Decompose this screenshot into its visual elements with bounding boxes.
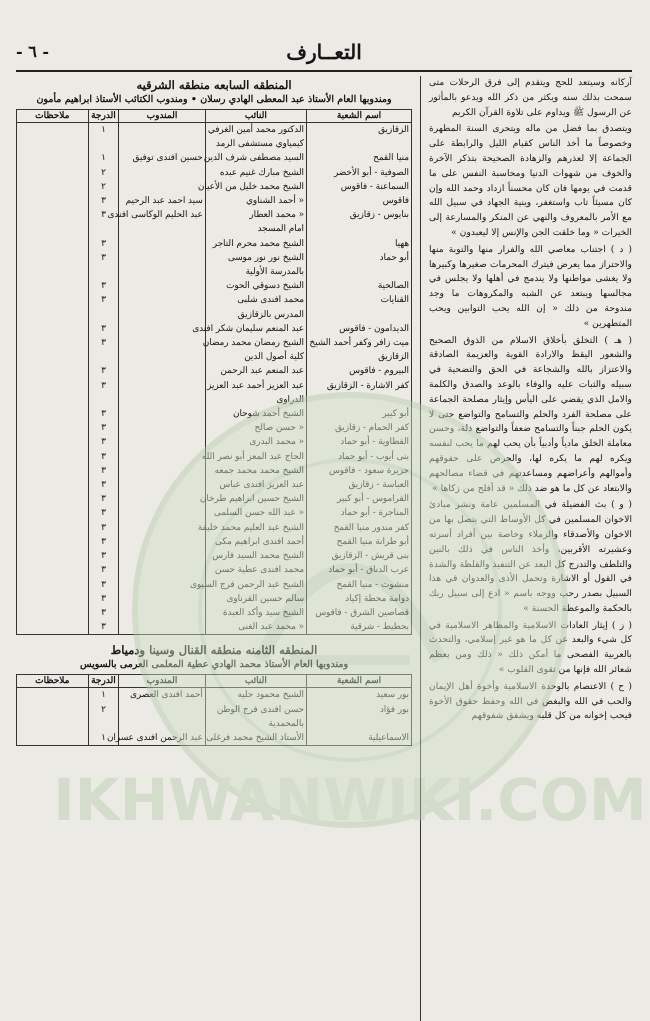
cell-branch: بنى أيوب - أبو حماد bbox=[307, 450, 412, 464]
cell-grade: ٣ bbox=[88, 535, 119, 549]
table-row bbox=[17, 620, 412, 635]
cell-branch: بور سعيد bbox=[307, 688, 412, 703]
table-row bbox=[17, 237, 412, 251]
cell-notes bbox=[17, 606, 89, 620]
col-header-branch: اسم الشعبة bbox=[307, 110, 412, 123]
cell-grade: ٢ bbox=[88, 703, 119, 717]
col-header-delegate: المندوب bbox=[119, 675, 205, 688]
cell-branch bbox=[307, 265, 412, 279]
cell-grade bbox=[88, 393, 119, 407]
col-header-branch: اسم الشعبة bbox=[307, 675, 412, 688]
cell-branch: جزيرة سعود - فاقوس bbox=[307, 464, 412, 478]
cell-delegate bbox=[119, 237, 205, 251]
cell-delegate bbox=[119, 265, 205, 279]
cell-notes bbox=[17, 393, 89, 407]
table-row bbox=[17, 435, 412, 449]
cell-deputy: كلية أصول الدين bbox=[205, 350, 306, 364]
cell-notes bbox=[17, 492, 89, 506]
table-row bbox=[17, 350, 412, 364]
table-row bbox=[17, 222, 412, 236]
cell-notes bbox=[17, 293, 89, 307]
table-row bbox=[17, 308, 412, 322]
cell-grade: ٣ bbox=[88, 578, 119, 592]
paragraph: آركانه وسيتعد للحج ويتقدم إلى فرق الرحلات متى سمحت بذلك سنه ويكثر من ذكر الله ويدعو بالمأثور عن الرسول ﷺ ويداوم على تلاوة القرآن الكريم bbox=[429, 77, 632, 118]
table-row bbox=[17, 563, 412, 577]
article-text-column bbox=[420, 76, 632, 1021]
cell-deputy: « أحمد الشناوي bbox=[205, 194, 306, 208]
cell-deputy: عبد المنعم سليمان شكر افندى bbox=[205, 322, 306, 336]
cell-delegate bbox=[119, 492, 205, 506]
table-row bbox=[17, 535, 412, 549]
cell-branch: الزقازيق bbox=[307, 123, 412, 138]
cell-notes bbox=[17, 251, 89, 265]
table-row bbox=[17, 688, 412, 703]
zone7-table bbox=[16, 109, 412, 635]
table-row bbox=[17, 166, 412, 180]
cell-branch: بنى قريش - الزقازيق bbox=[307, 549, 412, 563]
table-row bbox=[17, 180, 412, 194]
cell-delegate bbox=[119, 535, 205, 549]
cell-notes bbox=[17, 464, 89, 478]
cell-branch: أبو كبير bbox=[307, 407, 412, 421]
cell-grade: ٣ bbox=[88, 194, 119, 208]
zone8-title: المنطقه الثامنه منطقه القنال وسينا ودمياط bbox=[110, 643, 318, 658]
cell-notes bbox=[17, 578, 89, 592]
table-row bbox=[17, 506, 412, 520]
page-header bbox=[16, 40, 632, 72]
cell-branch: منشوت - منيا القمح bbox=[307, 578, 412, 592]
cell-delegate: عبد الرحمن افندى عسران bbox=[119, 731, 205, 746]
table-row bbox=[17, 293, 412, 307]
cell-delegate bbox=[119, 464, 205, 478]
cell-delegate bbox=[119, 123, 205, 138]
table-row bbox=[17, 322, 412, 336]
cell-notes bbox=[17, 435, 89, 449]
col-header-grade: الدرجة bbox=[88, 110, 119, 123]
cell-deputy: امام المسجد bbox=[205, 222, 306, 236]
cell-branch: الصالحية bbox=[307, 279, 412, 293]
table-row bbox=[17, 194, 412, 208]
table-row bbox=[17, 492, 412, 506]
cell-deputy: المدرس بالزقازيق bbox=[205, 308, 306, 322]
cell-grade: ٣ bbox=[88, 478, 119, 492]
paragraph: ( هـ ) التخلق بأخلاق الاسلام من الذوق الصحيح والشعور اليقظ والارادة القوية والعزيمة الصادقة والاعتزاز بالله والشجاعة في الحق والتضحية في سبيله والثبات عليه والوفاء بالوعد والصدق والكلمة والامل الذي يقضي على اليأس وإيثار مصلحة الجماعة على مصلحة الفرد والحلم والتسامح والتواضع حتى لا يكون الحلم جبناً والتسامح ضعفاً والتواضع ذلة، وحسن معاملة الخلق مادياً وأدبياً بأن يحب لهم ما يحب لنفسه ويكره لهم ما يكره لها، والحرص على حقوقهم وأموالهم وأعراضهم ومساعدتهم في قضاء مصالحهم والابتعاد عن كل ما هو ضد ذلك « قد أفلح من زكاها » bbox=[429, 334, 632, 494]
cell-branch: ههيا bbox=[307, 237, 412, 251]
cell-grade: ٣ bbox=[88, 407, 119, 421]
cell-deputy: الشيخ رمضان محمد رمضان bbox=[205, 336, 306, 350]
cell-deputy: الشيخ محمد محرم التاجر bbox=[205, 237, 306, 251]
cell-notes bbox=[17, 717, 89, 731]
cell-notes bbox=[17, 421, 89, 435]
table-row bbox=[17, 464, 412, 478]
cell-grade: ٣ bbox=[88, 322, 119, 336]
cell-deputy: الشيخ محمد محمد جمعه bbox=[205, 464, 306, 478]
cell-branch: الزقازيق bbox=[307, 350, 412, 364]
cell-branch: فاقوس bbox=[307, 194, 412, 208]
table-row bbox=[17, 521, 412, 535]
cell-notes bbox=[17, 379, 89, 393]
cell-notes bbox=[17, 166, 89, 180]
cell-notes bbox=[17, 592, 89, 606]
cell-deputy: الشيخ سيد وأكد العبدة bbox=[205, 606, 306, 620]
cell-grade bbox=[88, 265, 119, 279]
cell-grade: ٣ bbox=[88, 421, 119, 435]
cell-deputy: الشيخ مبارك غنيم عبده bbox=[205, 166, 306, 180]
cell-delegate bbox=[119, 435, 205, 449]
cell-grade: ٢ bbox=[88, 180, 119, 194]
cell-deputy: حسن افندى فرج الوطن bbox=[205, 703, 306, 717]
cell-grade: ٣ bbox=[88, 450, 119, 464]
page-columns bbox=[16, 76, 632, 1021]
cell-delegate bbox=[119, 350, 205, 364]
cell-deputy: الشيخ محمد السيد فارس bbox=[205, 549, 306, 563]
svg-text:IKHWANWIKI.COM: IKHWANWIKI.COM bbox=[53, 766, 647, 834]
cell-deputy: الشيخ عبد العليم محمد خليفة bbox=[205, 521, 306, 535]
cell-delegate bbox=[119, 166, 205, 180]
paragraph: ( ز ) إيثار العادات الاسلامية والمظاهر الاسلامية في كل شيء والبعد عن كل ما هو غير إسلامي، والتحدث بالعربية الفصحى ما أمكن ذلك « ذلك ومن يعظم شعائر الله فإنها من تقوى القلوب » bbox=[429, 619, 632, 676]
cell-branch: بحطيط - شرقية bbox=[307, 620, 412, 635]
cell-delegate bbox=[119, 606, 205, 620]
cell-delegate bbox=[119, 279, 205, 293]
cell-deputy: الشيخ نور نور موسى bbox=[205, 251, 306, 265]
cell-notes bbox=[17, 322, 89, 336]
cell-branch: الصوفية - أبو الأخضر bbox=[307, 166, 412, 180]
cell-branch bbox=[307, 137, 412, 151]
cell-branch: دوامة محطة إكياد bbox=[307, 592, 412, 606]
cell-notes bbox=[17, 688, 89, 703]
zone8-table-body bbox=[17, 688, 412, 746]
cell-delegate: سيد احمد عبد الرحيم bbox=[119, 194, 205, 208]
cell-branch: منيا القمح bbox=[307, 151, 412, 165]
cell-grade: ١ bbox=[88, 151, 119, 165]
cell-delegate: عبد الحليم الوكاسى افندى bbox=[119, 208, 205, 222]
cell-notes bbox=[17, 265, 89, 279]
cell-deputy: « حسن صالح bbox=[205, 421, 306, 435]
zone8-subtitle: ومندوبها العام الأستاذ محمد الهادي عطية المعلمى العرمى بالسويس bbox=[79, 659, 349, 671]
page-number: - ٦ - bbox=[16, 42, 50, 61]
cell-grade: ٣ bbox=[88, 549, 119, 563]
cell-grade: ١ bbox=[88, 688, 119, 703]
cell-notes bbox=[17, 535, 89, 549]
table-row bbox=[17, 731, 412, 746]
cell-delegate bbox=[119, 336, 205, 350]
cell-delegate bbox=[119, 364, 205, 378]
cell-notes bbox=[17, 279, 89, 293]
cell-deputy: بالمدرسة الأولية bbox=[205, 265, 306, 279]
cell-grade: ٢ bbox=[88, 166, 119, 180]
cell-grade: ٣ bbox=[88, 293, 119, 307]
cell-grade bbox=[88, 717, 119, 731]
cell-delegate bbox=[119, 703, 205, 717]
cell-grade: ٣ bbox=[88, 620, 119, 635]
cell-grade: ٣ bbox=[88, 336, 119, 350]
table-row bbox=[17, 717, 412, 731]
cell-notes bbox=[17, 563, 89, 577]
cell-deputy: كيمياوي مستشفى الرمد bbox=[205, 137, 306, 151]
cell-grade: ٣ bbox=[88, 563, 119, 577]
cell-delegate bbox=[119, 251, 205, 265]
col-header-notes: ملاحظات bbox=[17, 110, 89, 123]
table-row bbox=[17, 336, 412, 350]
table-row bbox=[17, 549, 412, 563]
cell-branch: البيروم - فاقوس bbox=[307, 364, 412, 378]
cell-grade: ٣ bbox=[88, 364, 119, 378]
cell-notes bbox=[17, 151, 89, 165]
table-row bbox=[17, 703, 412, 717]
cell-branch: بنايوس - زقازيق bbox=[307, 208, 412, 222]
cell-deputy: الدراوى bbox=[205, 393, 306, 407]
cell-delegate bbox=[119, 521, 205, 535]
cell-grade: ٣ bbox=[88, 435, 119, 449]
paragraph: ( د ) اجتناب معاصي الله والفرار منها والتوبة منها والاحتراز مما يعرض فيترك المحرمات صغيرها وكبيرها ولا يغشى مواطنها ولا يندمج في أهلها ولا يجلس في مجالسها ويبتعد عن الشبه والمكروهات ما وجد مندوحة من ذلك « إن الله يحب التوابين ويحب المتطهرين » bbox=[429, 243, 632, 329]
cell-grade: ٣ bbox=[88, 379, 119, 393]
cell-deputy: الحاج عبد المعز أبو نصر الله bbox=[205, 450, 306, 464]
cell-deputy: محمد افندى عطية حسن bbox=[205, 563, 306, 577]
cell-grade bbox=[88, 350, 119, 364]
table-row bbox=[17, 578, 412, 592]
cell-grade: ٣ bbox=[88, 592, 119, 606]
paragraph: ( ح ) الاعتصام بالوحدة الاسلامية وأخوة أهل الإيمان والحب في الله والبغض في الله وحفظ حقوق الأخوة فيحب إخوانه من كل قلبه ويشفق شفوقهم bbox=[429, 680, 632, 722]
cell-grade bbox=[88, 308, 119, 322]
cell-grade: ٣ bbox=[88, 251, 119, 265]
cell-branch: الاسماعيلية bbox=[307, 731, 412, 746]
cell-delegate bbox=[119, 563, 205, 577]
cell-delegate bbox=[119, 293, 205, 307]
table-row bbox=[17, 137, 412, 151]
cell-grade: ٣ bbox=[88, 237, 119, 251]
cell-grade bbox=[88, 137, 119, 151]
cell-delegate bbox=[119, 478, 205, 492]
cell-notes bbox=[17, 180, 89, 194]
cell-delegate bbox=[119, 620, 205, 635]
cell-branch: عرب الدناق - أبو حماد bbox=[307, 563, 412, 577]
cell-delegate bbox=[119, 379, 205, 393]
cell-delegate bbox=[119, 393, 205, 407]
cell-deputy: عبد المنعم عبد الرحمن bbox=[205, 364, 306, 378]
cell-deputy: الدكتور محمد أمين الغرفي bbox=[205, 123, 306, 138]
cell-branch: السماعنة - فاقوس bbox=[307, 180, 412, 194]
cell-grade: ٣ bbox=[88, 506, 119, 520]
cell-grade: ٣ bbox=[88, 208, 119, 222]
cell-deputy: محمد افندى شلبى bbox=[205, 293, 306, 307]
cell-deputy: عبد العزيز أحمد عبد العزيز bbox=[205, 379, 306, 393]
table-row bbox=[17, 123, 412, 138]
cell-grade: ١ bbox=[88, 731, 119, 746]
table-row bbox=[17, 265, 412, 279]
zone7-table-body bbox=[17, 123, 412, 635]
cell-branch bbox=[307, 222, 412, 236]
cell-deputy: الشيخ أحمد شوحان bbox=[205, 407, 306, 421]
cell-deputy: الشيخ دسوقي الحوت bbox=[205, 279, 306, 293]
cell-notes bbox=[17, 549, 89, 563]
table-row bbox=[17, 407, 412, 421]
cell-delegate bbox=[119, 180, 205, 194]
table-row bbox=[17, 592, 412, 606]
cell-grade: ٣ bbox=[88, 279, 119, 293]
cell-grade: ٣ bbox=[88, 492, 119, 506]
zone7-subtitle: ومندوبها العام الأستاذ عبد المعطى الهادي رسلان • ومندوب الكتائب الأستاذ ابراهيم مأمون bbox=[36, 94, 392, 105]
cell-branch: بور فؤاد bbox=[307, 703, 412, 717]
cell-delegate bbox=[119, 421, 205, 435]
cell-deputy: عبد العزيز افندى عباس bbox=[205, 478, 306, 492]
cell-delegate bbox=[119, 308, 205, 322]
cell-delegate bbox=[119, 450, 205, 464]
cell-notes bbox=[17, 208, 89, 222]
cell-branch: القنايات bbox=[307, 293, 412, 307]
cell-grade bbox=[88, 222, 119, 236]
cell-deputy: الشيخ عبد الرحمن فرج السيوى bbox=[205, 578, 306, 592]
cell-delegate: أحمد افندى العصرى bbox=[119, 688, 205, 703]
cell-notes bbox=[17, 478, 89, 492]
cell-notes bbox=[17, 407, 89, 421]
cell-notes bbox=[17, 237, 89, 251]
cell-notes bbox=[17, 350, 89, 364]
cell-notes bbox=[17, 137, 89, 151]
paragraph: ويتصدق بما فضل من ماله ويتحرى السنة المطهرة وخصوصاً ما أخذ الناس كقيام الليل والرابطة على الجماعة إلا لعذرهم والزهادة الصحيحة بتذكر الآخرة والخوف من شهوات الدنيا ومحاسبة النفس على ما قدمت في يومها فان كان محسناً ازداد وحمد الله وإن كان مسيئاً تاب واستغفر، وينية الجهاد في سبيل الله مع الأمر بالمعروف والنهي عن المنكر والمسارعة إلى الخيرات « وما خلقت الجن والإنس إلا ليعبدون » bbox=[429, 123, 632, 238]
table-row bbox=[17, 450, 412, 464]
col-header-delegate: المندوب bbox=[119, 110, 205, 123]
table-row bbox=[17, 279, 412, 293]
cell-delegate bbox=[119, 407, 205, 421]
cell-notes bbox=[17, 731, 89, 746]
table-row bbox=[17, 421, 412, 435]
cell-grade: ١ bbox=[88, 123, 119, 138]
table-row bbox=[17, 379, 412, 393]
cell-notes bbox=[17, 364, 89, 378]
cell-notes bbox=[17, 308, 89, 322]
cell-branch: المناجرة - أبو حماد bbox=[307, 506, 412, 520]
branches-tables bbox=[16, 76, 420, 1021]
cell-branch bbox=[307, 717, 412, 731]
magazine-title: التعــارف bbox=[286, 40, 362, 64]
cell-deputy: السيد مصطفى شرف الدين bbox=[205, 151, 306, 165]
table-row bbox=[17, 393, 412, 407]
cell-notes bbox=[17, 506, 89, 520]
table-row bbox=[17, 364, 412, 378]
cell-branch: كفر مندور منيا القمح bbox=[307, 521, 412, 535]
cell-branch: العباسة - زقازيق bbox=[307, 478, 412, 492]
cell-branch: أبو حماد bbox=[307, 251, 412, 265]
cell-delegate bbox=[119, 137, 205, 151]
cell-notes bbox=[17, 123, 89, 138]
cell-delegate bbox=[119, 549, 205, 563]
cell-notes bbox=[17, 703, 89, 717]
cell-notes bbox=[17, 336, 89, 350]
cell-deputy: « محمد البدرى bbox=[205, 435, 306, 449]
cell-deputy: سالم حسين القرناوى bbox=[205, 592, 306, 606]
col-header-notes: ملاحظات bbox=[17, 675, 89, 688]
cell-grade: ٣ bbox=[88, 606, 119, 620]
cell-branch: قصاصين الشرق - فاقوس bbox=[307, 606, 412, 620]
cell-notes bbox=[17, 620, 89, 635]
cell-deputy: الشيخ محمود حليه bbox=[205, 688, 306, 703]
cell-branch: كفر الحمام - زقازيق bbox=[307, 421, 412, 435]
cell-deputy: الشيخ حسين ابراهيم طرخان bbox=[205, 492, 306, 506]
cell-deputy: « محمد عبد الغنى bbox=[205, 620, 306, 635]
cell-delegate bbox=[119, 506, 205, 520]
cell-notes bbox=[17, 521, 89, 535]
cell-delegate bbox=[119, 717, 205, 731]
cell-branch: ميت زافر وكفر أحمد الشيخ bbox=[307, 336, 412, 350]
col-header-deputy: النائب bbox=[205, 110, 306, 123]
col-header-grade: الدرجة bbox=[88, 675, 119, 688]
table-row bbox=[17, 151, 412, 165]
cell-branch bbox=[307, 308, 412, 322]
cell-deputy: « عبد الله حسن السلمى bbox=[205, 506, 306, 520]
cell-branch: كفر الاشارة - الزقازيق bbox=[307, 379, 412, 393]
cell-deputy: الشيخ محمد خليل من الأعيان bbox=[205, 180, 306, 194]
cell-notes bbox=[17, 450, 89, 464]
cell-branch: أبو طرانة منيا القمح bbox=[307, 535, 412, 549]
table-row bbox=[17, 251, 412, 265]
cell-branch: القطاوية - أبو حماد bbox=[307, 435, 412, 449]
cell-delegate bbox=[119, 222, 205, 236]
table-row bbox=[17, 478, 412, 492]
table-row bbox=[17, 606, 412, 620]
table-row bbox=[17, 208, 412, 222]
zone8-table bbox=[16, 674, 412, 746]
cell-deputy: « محمد العطار bbox=[205, 208, 306, 222]
cell-deputy: بالمحمدية bbox=[205, 717, 306, 731]
cell-delegate bbox=[119, 592, 205, 606]
cell-delegate: حسين افندى توفيق bbox=[119, 151, 205, 165]
cell-branch: القراموس - أبو كبير bbox=[307, 492, 412, 506]
cell-notes bbox=[17, 194, 89, 208]
cell-branch: الديدامون - فاقوس bbox=[307, 322, 412, 336]
zone7-title: المنطقه السابعه منطقه الشرقيه bbox=[136, 78, 292, 92]
col-header-deputy: النائب bbox=[205, 675, 306, 688]
cell-grade: ٣ bbox=[88, 521, 119, 535]
cell-deputy: أحمد افندى ابراهيم مكى bbox=[205, 535, 306, 549]
cell-deputy: الأستاذ الشيخ محمد فرغلى bbox=[205, 731, 306, 746]
cell-notes bbox=[17, 222, 89, 236]
cell-branch bbox=[307, 393, 412, 407]
paragraph: ( و ) بث الفضيلة في المسلمين عامة ونشر مبادئ الاخوان المسلمين في كل الأوساط التي يتصل بها من الاخوان والأصدقاء والزملاء وخاصة بين أفراد أسرته وعشيرته الأقربين، وأخذ الناس في ذلك بالنين والتلطف والتدرج كل البعد عن التنفيذ والقلظة والشدة في القول أو الاشارة وتحمل الأذى والعدوان في هذا السبيل بصدر رحب ووجه باسم « ادع إلى سبيل ربك بالحكمة والموعظة الحسنة » bbox=[429, 499, 632, 614]
cell-grade: ٣ bbox=[88, 464, 119, 478]
